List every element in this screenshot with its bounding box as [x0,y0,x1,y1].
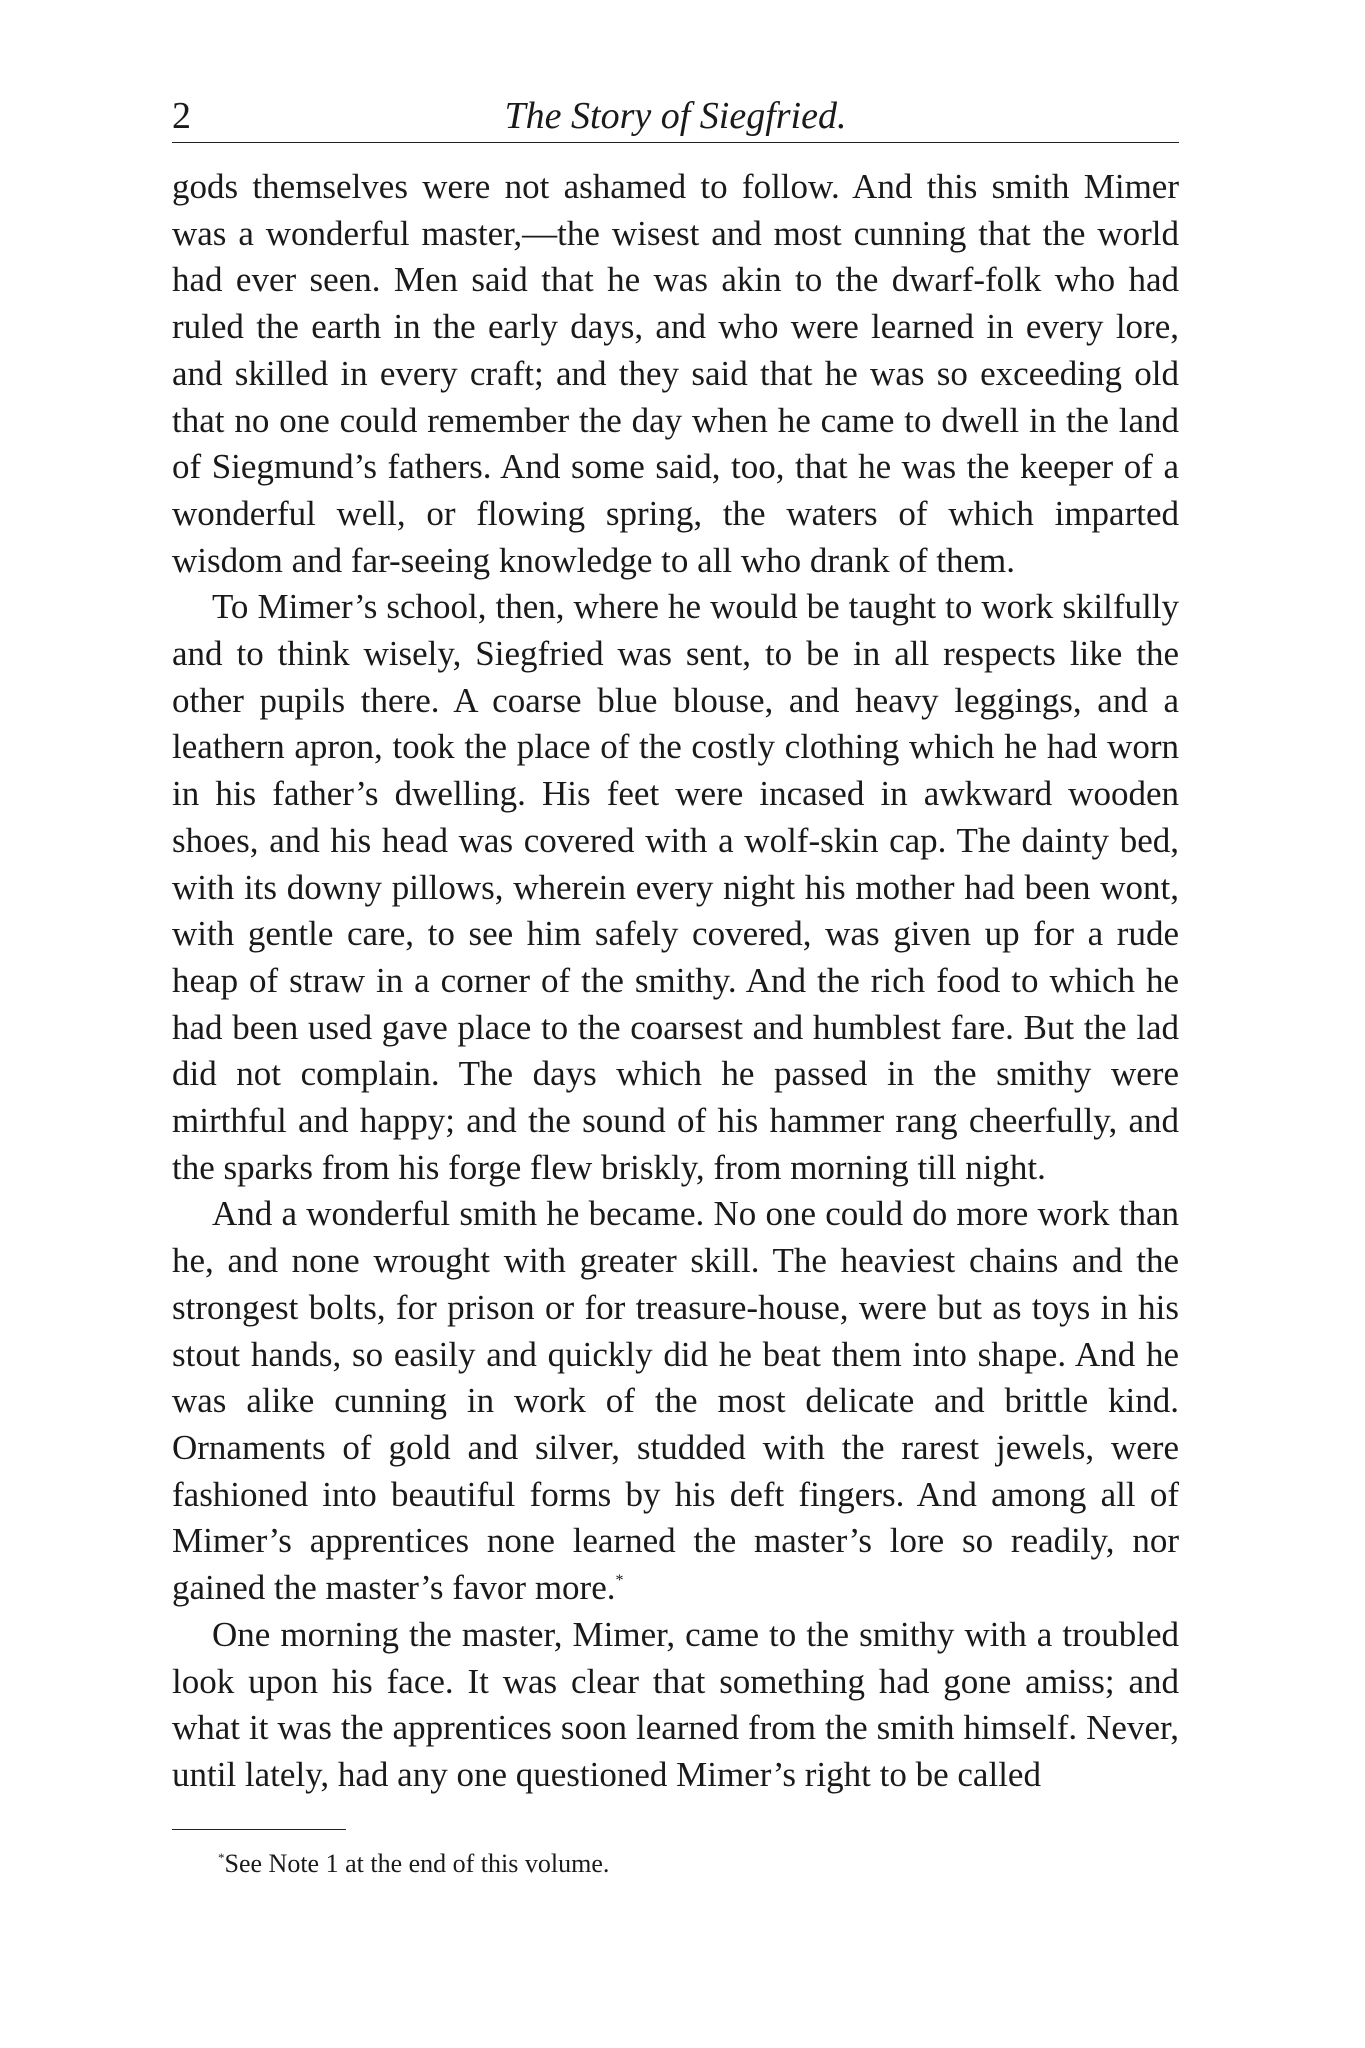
page-number: 2 [172,95,191,137]
body-text [172,164,1179,1799]
book-page [172,0,1179,2048]
footnote [218,1848,609,1880]
running-title: The Story of Siegfried. [504,95,847,137]
footnote-marker: * [218,1850,225,1865]
paragraph-3 [172,1191,1179,1611]
footnote-reference[interactable]: * [615,1572,624,1590]
paragraph-4: One morning the master, Mimer, came to the smithy with a troubled look upon his face. It was clear that something had gone amiss; and what it was the apprentices soon learned from the smith himself. Never, until lately, had any one questioned Mimer’s right to be called [172,1614,1179,1794]
paragraph-3-text: And a wonderful smith he became. No one could do more work than he, and none wrought with greater skill. The heaviest chains and the strongest bolts, for prison or for treasure-house, were but as toys in his stout hands, so easily and quickly did he beat them into shape. And he was alike cunning in work of the most delicate and brittle kind. Ornaments of gold and silver, studded with the rarest jewels, were fashioned into beautiful forms by his deft fingers. And among all of Mimer’s apprentices none learned the master’s lore so readily, nor gained the master’s favor more. [172,1194,1179,1608]
footnote-rule [172,1829,346,1830]
paragraph-2: To Mimer’s school, then, where he would be taught to work skilfully and to think wisely, Siegfried was sent, to be in all respects like the other pupils there. A coarse blue blouse, and heavy leggings, and a leathern apron, took the place of the costly clothing which he had worn in his father’s dwelling. His feet were incased in awkward wooden shoes, and his head was covered with a wolf-skin cap. The dainty bed, with its downy pillows, wherein every night his mother had been wont, with gentle care, to see him safely covered, was given up for a rude heap of straw in a corner of the smithy. And the rich food to which he had been used gave place to the coarsest and humblest fare. But the lad did not complain. The days which he passed in the smithy were mirthful and happy; and the sound of his hammer rang cheerfully, and the sparks from his forge flew briskly, from morning till night. [172,587,1179,1187]
footnote-text: See Note 1 at the end of this volume. [224,1849,610,1878]
running-head [172,92,1179,143]
paragraph-1: gods themselves were not ashamed to follow. And this smith Mimer was a wonderful master,—the wisest and most cunning that the world had ever seen. Men said that he was akin to the dwarf-folk who had ruled the earth in the early days, and who were learned in every lore, and skilled in every craft; and they said that he was so exceeding old that no one could remember the day when he came to dwell in the land of Siegmund’s fathers. And some said, too, that he was the keeper of a wonderful well, or flowing spring, the waters of which imparted wisdom and far-seeing knowledge to all who drank of them. [172,167,1179,580]
